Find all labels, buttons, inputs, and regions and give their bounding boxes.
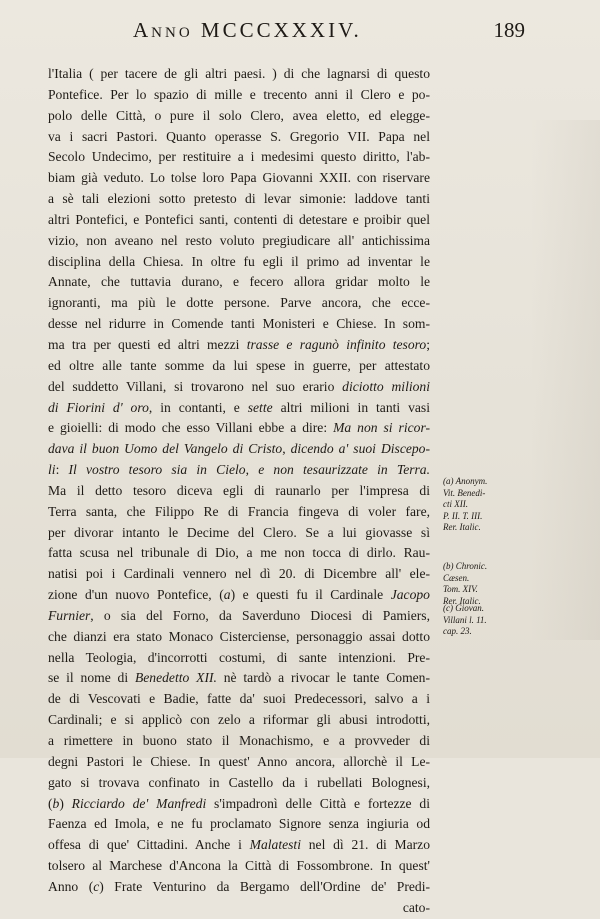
text-line <box>48 877 430 898</box>
text-run: Ma il detto tesoro diceva egli di raunarlo per l'impresa di <box>48 482 430 498</box>
text-run: vizio, non aveano nel resto voluto pregiudicare all' antichissima <box>48 232 430 248</box>
side-note-a <box>443 476 503 534</box>
text-line <box>48 564 430 585</box>
side-note-c <box>443 603 503 638</box>
text-line <box>48 773 430 794</box>
text-run: Malatesti <box>249 837 301 853</box>
text-run: Annate, che tuttavia durano, e fecero allora gridar molto le <box>48 274 430 290</box>
text-run: biam già veduto. Lo tolse loro Papa Giovanni XXII. con riservare <box>48 170 430 186</box>
text-run: ) Frate Venturino da Bergamo dell'Ordine de' Predi- <box>99 878 431 894</box>
text-run: b <box>52 795 60 811</box>
side-note-line: P. II. T. III. <box>443 510 483 521</box>
side-note-line: cti XII. <box>443 499 468 509</box>
text-run: per divorar intanto le Decime del Clero. Se a lui giovasse sì <box>48 524 430 540</box>
text-run: a rimettere in buono stato il Monachismo, e a provveder di <box>48 733 430 748</box>
text-run: cato- <box>402 899 430 915</box>
text-run: Terra santa, che Filippo Re di Francia fingeva di voler fare, <box>48 503 430 519</box>
text-run: Furnier <box>48 607 91 623</box>
body-text <box>48 64 430 919</box>
text-run: ; <box>426 336 431 352</box>
text-line <box>48 606 430 627</box>
text-run: , o sia del Forno, da Saverduno Diocesi di Pamiers, <box>90 607 430 623</box>
text-run: c <box>93 878 100 894</box>
text-run: del suddetto Villani, si trovarono nel suo erario <box>48 378 343 394</box>
text-run: se il nome di <box>48 670 135 686</box>
side-note-line: Tom. XIV. <box>443 584 478 594</box>
text-line <box>48 481 430 502</box>
text-run: sette <box>247 399 273 415</box>
side-note-line: Cæsen. <box>443 572 470 583</box>
text-line <box>48 189 430 210</box>
text-line <box>48 898 430 919</box>
text-run: ( <box>48 795 53 811</box>
text-line <box>48 398 430 419</box>
text-line <box>48 168 430 189</box>
text-line <box>48 272 430 293</box>
text-run: Benedetto XII. <box>134 670 217 686</box>
text-line <box>48 731 430 752</box>
text-run: trasse e ragunò infinito tesoro <box>246 336 427 352</box>
text-line <box>48 210 430 231</box>
text-line <box>48 377 430 398</box>
text-line <box>48 856 430 877</box>
text-line <box>48 502 430 523</box>
side-note-b <box>443 561 503 607</box>
side-note-line: (a) Anonym. <box>443 476 488 486</box>
text-run: a sè tali elezioni sotto pretesto di levar simonie: laddove tanti <box>48 191 430 207</box>
side-note-line: Villani l. 11. <box>443 614 487 625</box>
running-head: Anno MCCCXXXIV. <box>133 18 362 42</box>
text-line <box>48 648 430 669</box>
page-number: 189 <box>493 18 525 42</box>
text-run: Il vostro tesoro sia in Cielo <box>68 462 246 478</box>
text-run: zione d'un nuovo Pontefice, ( <box>48 587 224 603</box>
text-run: tolsero al Marchese d'Ancona la Città di Fossombrone. In quest' <box>48 858 430 874</box>
text-run: Faenza ed Imola, e ne fu proclamato Signore senza ingiuria od <box>48 816 430 832</box>
text-line <box>48 64 430 85</box>
text-run: disciplina della Chiesa. In oltre fu egli il primo ad inventar le <box>48 253 430 269</box>
text-line <box>48 127 430 148</box>
text-line <box>48 418 430 439</box>
text-run: fatta scusa nel tribunale di Dio, a me non tocca di dirlo. Rau- <box>48 545 430 561</box>
text-line <box>48 523 430 544</box>
text-run: Anno ( <box>48 878 94 894</box>
text-run: Cardinali; e si applicò con zelo a riformar gli abusi introdotti, <box>48 712 430 728</box>
text-line <box>48 147 430 168</box>
text-line <box>48 314 430 335</box>
text-run: e non tesaurizzate in Terra. <box>258 462 431 478</box>
text-run: gato si trovava confinato in Castello da i rubellati Bolognesi, <box>48 774 430 790</box>
side-note-line: (b) Chronic. <box>443 561 488 571</box>
text-line <box>48 85 430 106</box>
text-line <box>48 106 430 127</box>
side-note-line: (c) Giovan. <box>443 603 484 613</box>
text-run: ) <box>59 795 72 811</box>
page-header <box>85 18 525 46</box>
text-line <box>48 710 430 731</box>
text-run: va i sacri Pastori. Quanto operasse S. Gregorio VII. Papa nel <box>48 128 430 144</box>
page-shadow <box>530 120 600 640</box>
text-line <box>48 627 430 648</box>
text-line <box>48 752 430 773</box>
text-run: , <box>245 462 259 478</box>
side-note-line: Rer. Italic. <box>443 522 481 532</box>
text-run: de di Vescovati e Badie, fatte da' suoi Predecessori, salvo a i <box>48 691 430 707</box>
text-run: l'Italia ( per tacere de gli altri paesi. ) di che lagnarsi di questo <box>48 66 430 81</box>
text-run: nella Teologia, d'incorrotti costumi, di sante intenzioni. Pre- <box>48 649 430 665</box>
text-line <box>48 439 430 460</box>
text-run: diciotto milioni <box>342 378 430 394</box>
text-line <box>48 814 430 835</box>
text-run: Jacopo <box>390 587 430 603</box>
text-run: Pontefice. Per lo spazio di mille e trecento anni il Clero e po- <box>48 86 430 102</box>
text-line <box>48 835 430 856</box>
text-line <box>48 293 430 314</box>
text-line <box>48 252 430 273</box>
text-run: s'impadronì delle Città e fortezze di <box>206 795 430 811</box>
text-run: , in contanti, e <box>148 399 248 415</box>
text-run: nel dì 21. di Marzo <box>301 837 431 853</box>
text-run: che dianzi era stato Monaco Cisterciense, personaggio assai dotto <box>48 628 430 644</box>
text-run: altri Pontefici, e Pontefici santi, contenti di detestare e proibir quel <box>48 211 430 227</box>
text-line <box>48 356 430 377</box>
text-run: a <box>223 587 231 603</box>
side-note-line: Vit. Benedi- <box>443 487 486 498</box>
text-run: altri milioni in tanti vasi <box>272 399 430 415</box>
text-run: : <box>55 462 69 478</box>
text-line <box>48 794 430 815</box>
text-line <box>48 335 430 356</box>
side-note-line: Rer. Italic. <box>443 595 481 606</box>
text-run: polo delle Città, o pure il solo Clero, avea eletto, ed elegge- <box>48 107 430 123</box>
text-run: di Fiorini d' oro <box>48 399 149 415</box>
text-run: Secolo Undecimo, per restituire a i medesimi questo diritto, l'ab- <box>48 149 430 165</box>
text-run: ignoranti, ma più le dotte persone. Parve ancora, che ecce- <box>48 295 430 311</box>
text-run: degni Pastori le Chiese. In quest' Anno ancora, allorchè il Le- <box>48 753 430 769</box>
text-run: , <box>282 441 291 457</box>
text-line <box>48 689 430 710</box>
text-run: Ricciardo de' Manfredi <box>71 795 207 811</box>
text-run: desse nel ridurre in Comende tanti Monisteri e Chiese. In som- <box>48 316 430 332</box>
text-run: dicendo a' suoi Discepo- <box>290 441 431 457</box>
text-run: ) e questi fu il Cardinale <box>230 587 391 603</box>
text-run: nè tardò a rivocar le tante Comen- <box>216 670 430 686</box>
text-run: ed oltre alle tante somme da lui spese in guerre, per attestato <box>48 357 430 373</box>
text-run: offesa di que' Cittadini. Anche i <box>48 837 250 853</box>
text-run: li <box>48 462 56 478</box>
text-line <box>48 668 430 689</box>
text-run: ma tra per questi ed altri mezzi <box>48 336 247 352</box>
text-line <box>48 460 430 481</box>
side-note-line: cap. 23. <box>443 626 472 636</box>
text-line <box>48 585 430 606</box>
text-run: dava il buon Uomo del Vangelo di Cristo <box>48 441 283 457</box>
text-line <box>48 543 430 564</box>
text-line <box>48 231 430 252</box>
text-run: natisi poi i Cardinali vennero nel dì 20. di Dicembre all' ele- <box>48 566 430 582</box>
text-run: e gioielli: di modo che esso Villani ebbe a dire: <box>48 420 334 436</box>
text-run: Ma non si ricor- <box>333 420 430 436</box>
